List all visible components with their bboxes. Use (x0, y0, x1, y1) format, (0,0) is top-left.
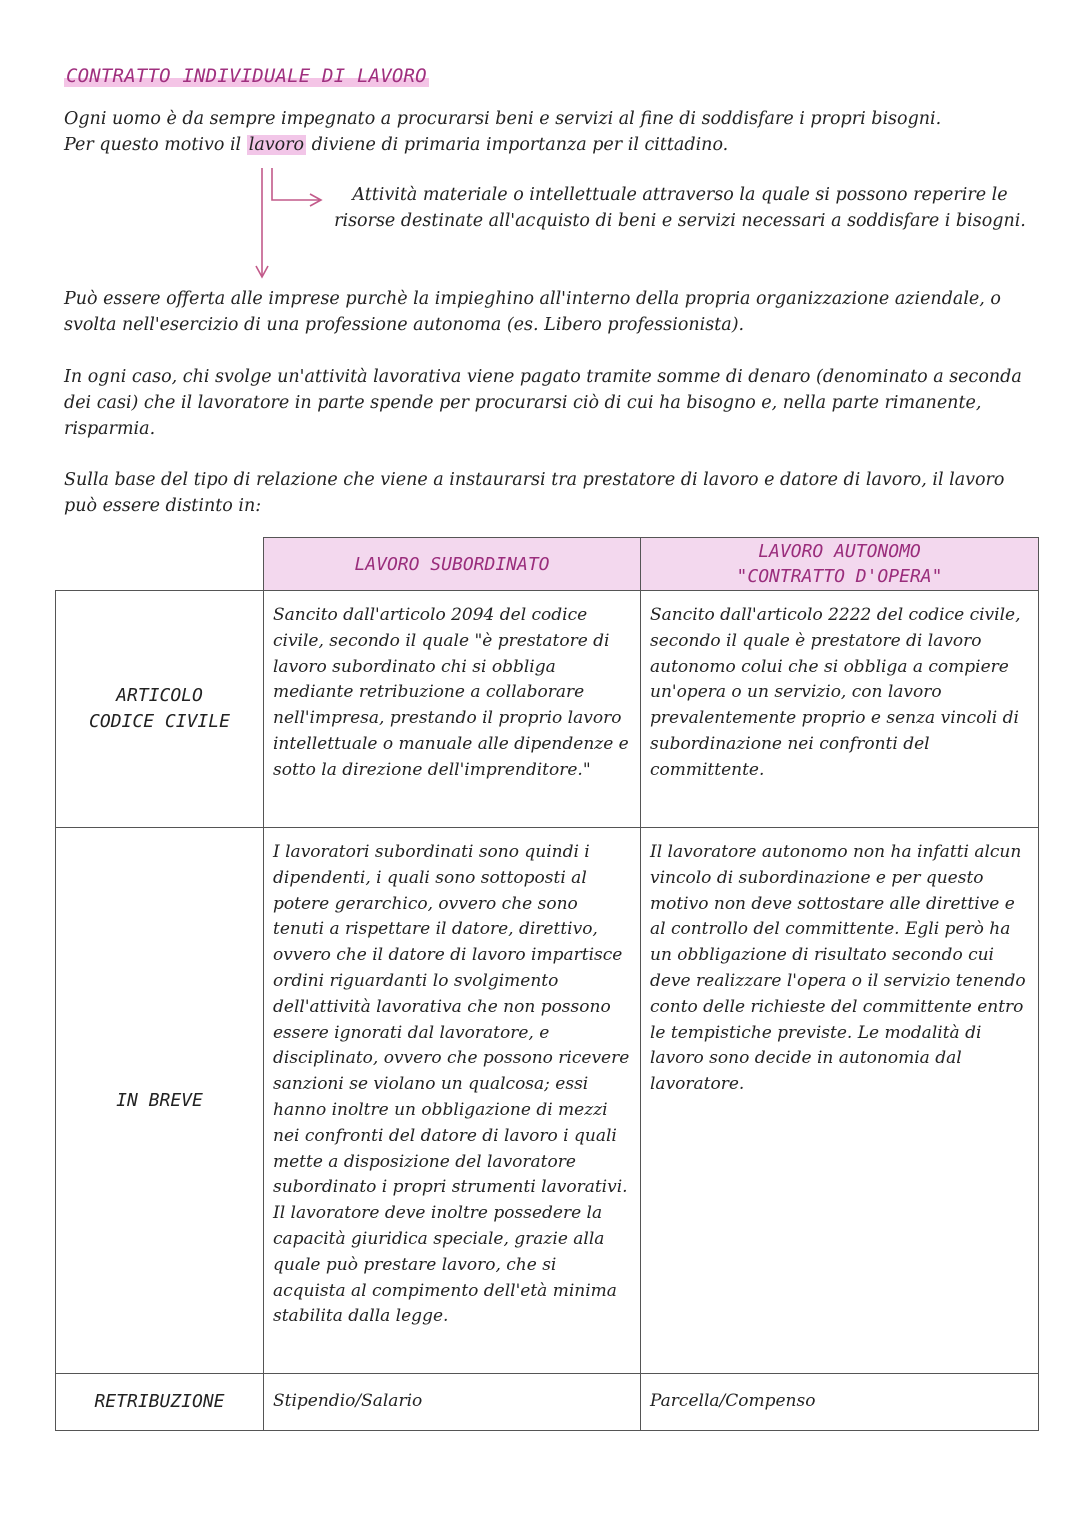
table-header-row (56, 538, 1039, 591)
cell-retribuzione-subordinato-text: Stipendio/Salario (273, 1391, 423, 1412)
header-lavoro-subordinato: LAVORO SUBORDINATO (264, 538, 641, 591)
intro-line-2-end: diviene di primaria importanza per il cittadino. (306, 135, 729, 155)
table-row-retribuzione (56, 1374, 1039, 1431)
in-breve-subordinato-extra: Il lavoratore deve inoltre possedere la capacità giuridica speciale, grazie alla quale può prestare lavoro, che si acquista al compimento dell'età minima stabilita dalla legge. (273, 1203, 617, 1327)
cell-articolo-autonomo-text: Sancito dall'articolo 2222 del codice civile, secondo il quale è prestatore di lavoro autonomo colui che si obbliga a compiere un'opera o un servizio, con lavoro prevalentemente proprio e senza vincoli di subordinazione nei confronti del committente. (650, 605, 1021, 780)
cell-retribuzione-autonomo-text: Parcella/Compenso (650, 1391, 816, 1412)
paragraph-offered: Può essere offerta alle imprese purchè la impieghino all'interno della propria organizzazione aziendale, o svolta nell'esercizio di una professione autonoma (es. Libero professionista). (64, 289, 1001, 335)
row-label-in-breve: IN BREVE (56, 828, 264, 1374)
cell-retribuzione-autonomo (641, 1374, 1039, 1431)
definition-arrows (0, 0, 1080, 300)
row-label-articolo (56, 591, 264, 828)
cell-articolo-subordinato-text: Sancito dall'articolo 2094 del codice civile, secondo il quale "è prestatore di lavoro subordinato chi si obbliga mediante retribuzione a collaborare nell'impresa, prestando il proprio lavoro intellettuale o manuale alle dipendenze e sotto la direzione dell'imprenditore." (273, 605, 629, 780)
row-label-retribuzione: RETRIBUZIONE (56, 1374, 264, 1431)
intro-line-2-start: Per questo motivo il (64, 135, 247, 155)
table-corner-cell (56, 538, 264, 591)
lavoro-definition: Attività materiale o intellettuale attraverso la quale si possono reperire le risorse destinate all'acquisto di beni e servizi necessari a soddisfare i bisogni. (334, 185, 1026, 231)
paragraph-distinction: Sulla base del tipo di relazione che viene a instaurarsi tra prestatore di lavoro e datore di lavoro, il lavoro può essere distinto in: (64, 470, 1005, 516)
page-title: CONTRATTO INDIVIDUALE DI LAVORO (66, 65, 427, 87)
cell-in-breve-autonomo-text: Il lavoratore autonomo non ha infatti alcun vincolo di subordinazione e per questo motivo non deve sottostare alle direttive e al controllo del committente. Egli però ha un obbligazione di risultato secondo cui deve realizzare l'opera o il servizio tenendo conto delle richieste del committente entro le tempistiche previste. Le modalità di lavoro sono decide in autonomia dal lavoratore. (650, 842, 1026, 1095)
cell-articolo-subordinato (264, 591, 641, 828)
row-label-articolo-line-1: ARTICOLO (116, 685, 203, 706)
highlighted-word-lavoro: lavoro (248, 135, 305, 155)
cell-in-breve-subordinato (264, 828, 641, 1374)
cell-in-breve-subordinato-text (264, 828, 640, 1330)
cell-in-breve-autonomo (641, 828, 1039, 1374)
header-autonomo-line-2: "CONTRATTO D'OPERA" (736, 566, 943, 587)
in-breve-subordinato-main: I lavoratori subordinati sono quindi i dipendenti, i quali sono sottoposti al potere gerarchico, ovvero che sono tenuti a rispettare il datore, direttivo, ovvero che il datore di lavoro impartisce ordini riguardanti lo svolgimento dell'attività lavorativa che non possono essere ignorati dal lavoratore, e disciplinato, ovvero che possono ricevere sanzioni se violano un qualcosa; essi hanno inoltre un obbligazione di mezzi nei confronti del datore di lavoro i quali mette a disposizione del lavoratore subordinato i propri strumenti lavorativi. (273, 842, 630, 1198)
header-lavoro-autonomo (641, 538, 1039, 591)
paragraph-payment: In ogni caso, chi svolge un'attività lavorativa viene pagato tramite somme di denaro (denominato a seconda dei casi) che il lavoratore in parte spende per procurarsi ciò di cui ha bisogno e, nella parte rimanente, risparmia. (64, 367, 1022, 439)
row-label-articolo-line-2: CODICE CIVILE (89, 711, 230, 732)
intro-line-1: Ogni uomo è da sempre impegnato a procurarsi beni e servizi al fine di soddisfare i propri bisogni. (64, 109, 942, 129)
cell-retribuzione-subordinato (264, 1374, 641, 1431)
header-autonomo-line-1: LAVORO AUTONOMO (758, 541, 921, 562)
cell-articolo-autonomo (641, 591, 1039, 828)
table-row-articolo (56, 591, 1039, 828)
table-row-in-breve (56, 828, 1039, 1374)
comparison-table (55, 537, 1039, 1431)
